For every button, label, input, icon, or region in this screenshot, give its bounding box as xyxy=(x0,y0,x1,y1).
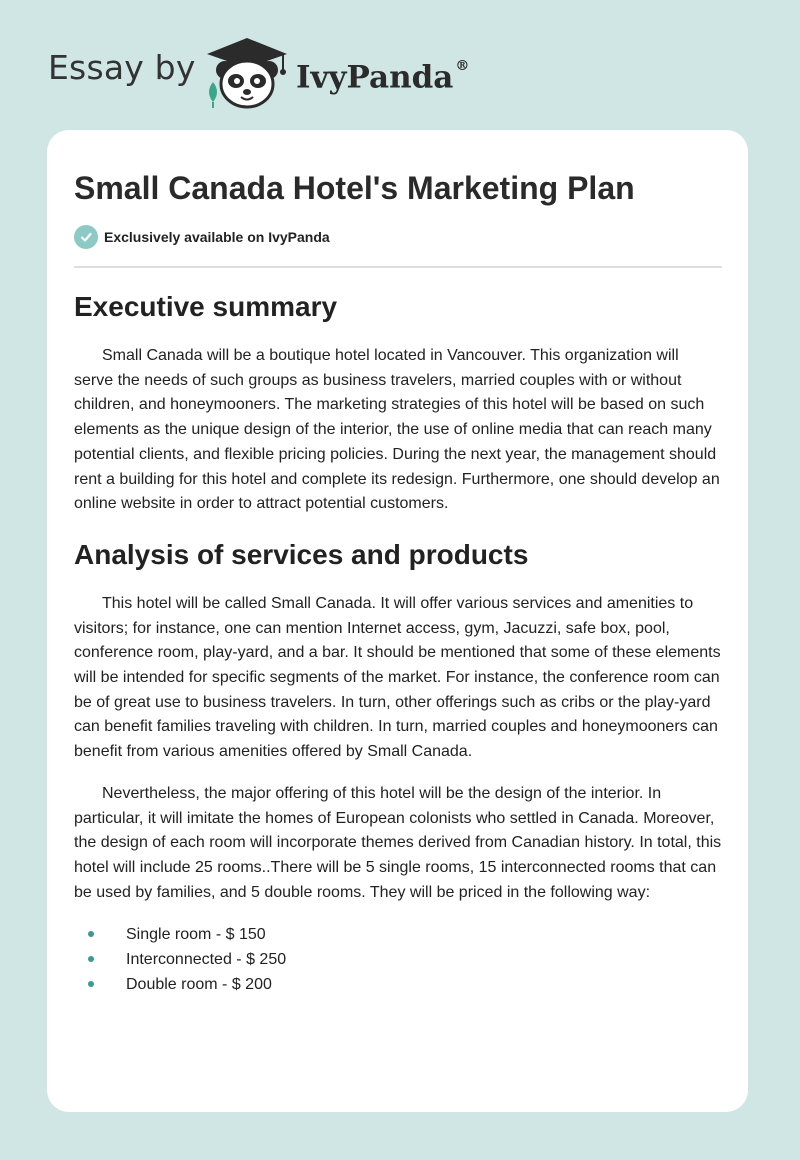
list-item-text: Single room - $ 150 xyxy=(126,926,266,944)
ivypanda-wordmark[interactable] xyxy=(296,52,469,97)
registered-mark: ® xyxy=(455,58,470,74)
essay-card xyxy=(47,130,748,1112)
list-item xyxy=(74,947,722,972)
room-price-list xyxy=(74,922,722,997)
title-divider xyxy=(74,266,722,268)
section-executive-summary xyxy=(74,290,722,517)
paragraph: This hotel will be called Small Canada. It will offer various services and amenities to visitors; for instance, one can mention Internet access, gym, Jacuzzi, safe box, pool, conference room, play-yard, and a bar. It should be mentioned that some of these elements will be intended for specific segments of the market. For instance, the conference room can be of great use to business travelers. In turn, other offerings such as cribs or the play-yard can benefit families traveling with children. In turn, married couples and honeymooners can benefit from various amenities offered by Small Canada. xyxy=(74,594,721,761)
section-heading: Executive summary xyxy=(74,291,338,322)
page-title: Small Canada Hotel's Marketing Plan xyxy=(74,170,635,206)
list-item xyxy=(74,922,722,947)
paragraph: Nevertheless, the major offering of this hotel will be the design of the interior. In particular, it will imitate the homes of European colonists who settled in Canada. Moreover, the design of each room will incorporate themes derived from Canadian history. In total, this hotel will include 25 rooms..There will be 5 single rooms, 15 interconnected rooms that can be used by families, and 5 double rooms. They will be priced in the following way: xyxy=(74,784,722,901)
check-circle-icon xyxy=(74,225,98,249)
list-item xyxy=(74,972,722,997)
bullet-dot-icon xyxy=(88,956,94,962)
bullet-dot-icon xyxy=(88,981,94,987)
paragraph: Small Canada will be a boutique hotel located in Vancouver. This organization will serve the needs of such groups as business travelers, married couples with or without children, and honeymooners. The marketing strategies of this hotel will be based on such elements as the unique design of the interior, the use of online media that can reach many potential clients, and flexible pricing policies. During the next year, the management should rent a building for this hotel and complete its redesign. Furthermore, one should develop an online website in order to attract potential customers. xyxy=(74,347,720,513)
brand-header xyxy=(0,0,800,120)
bullet-dot-icon xyxy=(88,931,94,937)
exclusive-badge xyxy=(74,223,722,251)
panda-graduate-logo-icon[interactable] xyxy=(201,36,293,110)
list-item-text: Double room - $ 200 xyxy=(126,976,272,994)
brand-name-text: IvyPanda xyxy=(296,59,454,96)
section-analysis-services-products xyxy=(74,538,722,997)
section-heading: Analysis of services and products xyxy=(74,538,529,570)
exclusive-label: Exclusively available on IvyPanda xyxy=(104,229,330,245)
list-item-text: Interconnected - $ 250 xyxy=(126,951,287,969)
essay-by-label: Essay by xyxy=(48,48,196,87)
